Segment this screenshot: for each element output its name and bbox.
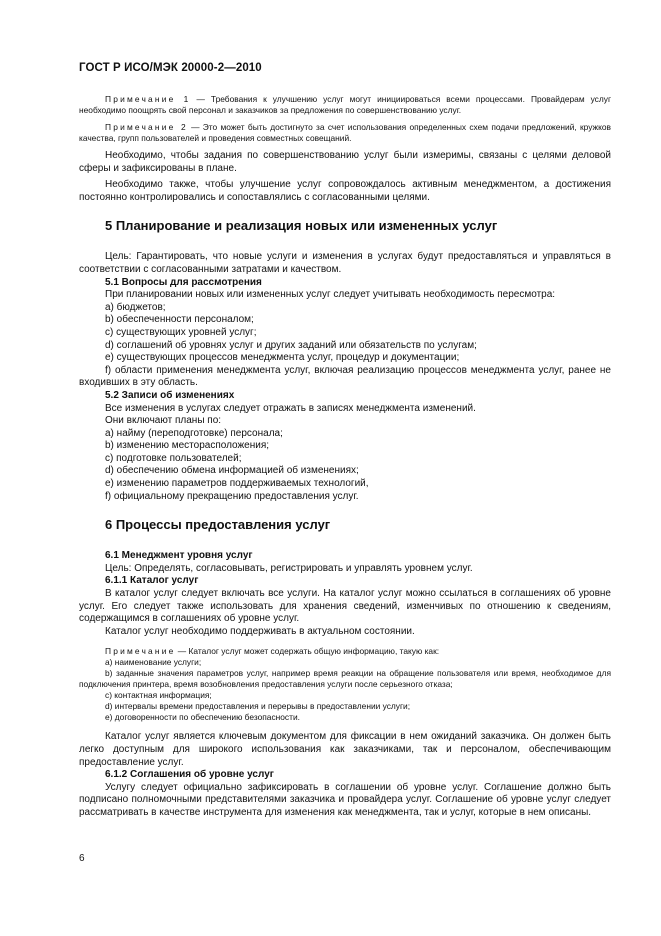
note-list (79, 657, 611, 723)
note-label: Примечание 1 (105, 94, 191, 104)
section-5-heading: 5 Планирование и реализация новых или измененных услуг (105, 218, 498, 234)
page-number: 6 (79, 853, 85, 864)
section-6-heading: 6 Процессы предоставления услуг (105, 517, 331, 533)
note-2 (79, 122, 611, 144)
paragraph: Каталог услуг является ключевым документом для фиксации в нем ожиданий заказчика. Он должен быть легко доступным для широкого использования как заказчиками, так и персоналом, обеспечивающим предоставление услуг. (79, 731, 611, 768)
list-item: e) существующих процессов менеджмента услуг, процедур и документации; (105, 352, 460, 364)
note-text: — Это может быть достигнуто за счет использования определенных схем подачи предложений, кружков качества, групп пользователей и проведения совместных совещаний. (79, 122, 611, 143)
section-goal: Цель: Гарантировать, что новые услуги и изменения в услугах будут предоставляться и управляться в соответствии с согласованными затратами и качеством. (79, 251, 611, 275)
note-label: Примечание (105, 646, 176, 657)
note (79, 646, 611, 657)
list-item: f) официальному прекращению предоставления услуг. (105, 490, 359, 502)
subsection-6-1-heading: 6.1 Менеджмент уровня услуг (105, 550, 253, 562)
note-list-item: b) заданные значения параметров услуг, например время реакции на обращение пользователя или время, необходимое для подключения принтера, время возобновления предоставления услуги после серьезного отказа; (79, 668, 611, 690)
list-item: a) бюджетов; (105, 301, 166, 313)
paragraph: Услугу следует официально зафиксировать в соглашении об уровне услуг. Соглашение должно быть подписано полномочными представителями заказчика и провайдера услуг. Соглашение об уровне услуг следует рассматривать в качестве инструмента для изменения как менеджмента, так и услуг, которые в нем описаны. (79, 781, 611, 818)
list-item: d) обеспечению обмена информацией об изменениях; (105, 465, 359, 477)
list-item: b) изменению месторасположения; (105, 440, 270, 452)
paragraph: При планировании новых или измененных услуг следует учитывать необходимость пересмотра: (105, 289, 556, 301)
note-list-item: e) договоренности по обеспечению безопасности. (105, 712, 300, 723)
paragraph: Все изменения в услугах следует отражать в записях менеджмента изменений. (105, 402, 476, 414)
list-item: d) соглашений об уровнях услуг и других заданий или обязательств по услугам; (105, 339, 477, 351)
page-content (79, 94, 611, 820)
list-item: f) области применения менеджмента услуг, включая реализацию процессов менеджмента услуг, ранее не входивших в эту область. (79, 364, 611, 389)
list-item: a) найму (переподготовке) персонала; (105, 427, 283, 439)
list-5-1 (79, 302, 611, 390)
note-list-item: a) наименование услуги; (105, 657, 202, 668)
document-header: ГОСТ Р ИСО/МЭК 20000-2—2010 (79, 62, 262, 74)
note-text: — Каталог услуг может содержать общую информацию, такую как: (175, 646, 440, 657)
subsection-6-1-1-heading: 6.1.1 Каталог услуг (105, 575, 199, 587)
subsection-5-2-heading: 5.2 Записи об изменениях (105, 389, 235, 401)
note-list-item: c) контактная информация; (105, 690, 212, 701)
paragraph: В каталог услуг следует включать все услуги. На каталог услуг можно ссылаться в соглашениях об уровне услуг. Его следует также использовать для хранения сведений, изменчивых по отношению к сведениям, содержащимся в соглашениях об уровне услуг. (79, 588, 611, 625)
paragraph: Каталог услуг необходимо поддерживать в актуальном состоянии. (105, 625, 415, 637)
list-item: e) изменению параметров поддерживаемых технологий, (105, 478, 369, 490)
note-text: — Требования к улучшению услуг могут инициироваться всеми процессами. Провайдерам услуг необходимо поощрять свой персонал и заказчиков за предложения по совершенствованию услуг. (79, 94, 612, 115)
list-5-2 (79, 428, 611, 504)
list-item: b) обеспеченности персоналом; (105, 314, 254, 326)
paragraph: Они включают планы по: (105, 415, 222, 427)
section-goal: Цель: Определять, согласовывать, регистрировать и управлять уровнем услуг. (105, 562, 473, 574)
list-item: c) подготовке пользователей; (105, 452, 242, 464)
note-1 (79, 94, 611, 116)
note-label: Примечание 2 (105, 122, 188, 132)
subsection-5-1-heading: 5.1 Вопросы для рассмотрения (105, 276, 262, 288)
paragraph: Необходимо также, чтобы улучшение услуг сопровождалось активным менеджментом, а достижения постоянно контролировались и сопоставлялись с согласованными целями. (79, 179, 611, 203)
note-list-item: d) интервалы времени предоставления и перерывы в предоставлении услуги; (105, 701, 411, 712)
subsection-6-1-2-heading: 6.1.2 Соглашения об уровне услуг (105, 769, 274, 781)
list-item: c) существующих уровней услуг; (105, 326, 257, 338)
paragraph: Необходимо, чтобы задания по совершенствованию услуг были измеримы, связаны с целями деловой сферы и зафиксированы в плане. (79, 150, 611, 174)
